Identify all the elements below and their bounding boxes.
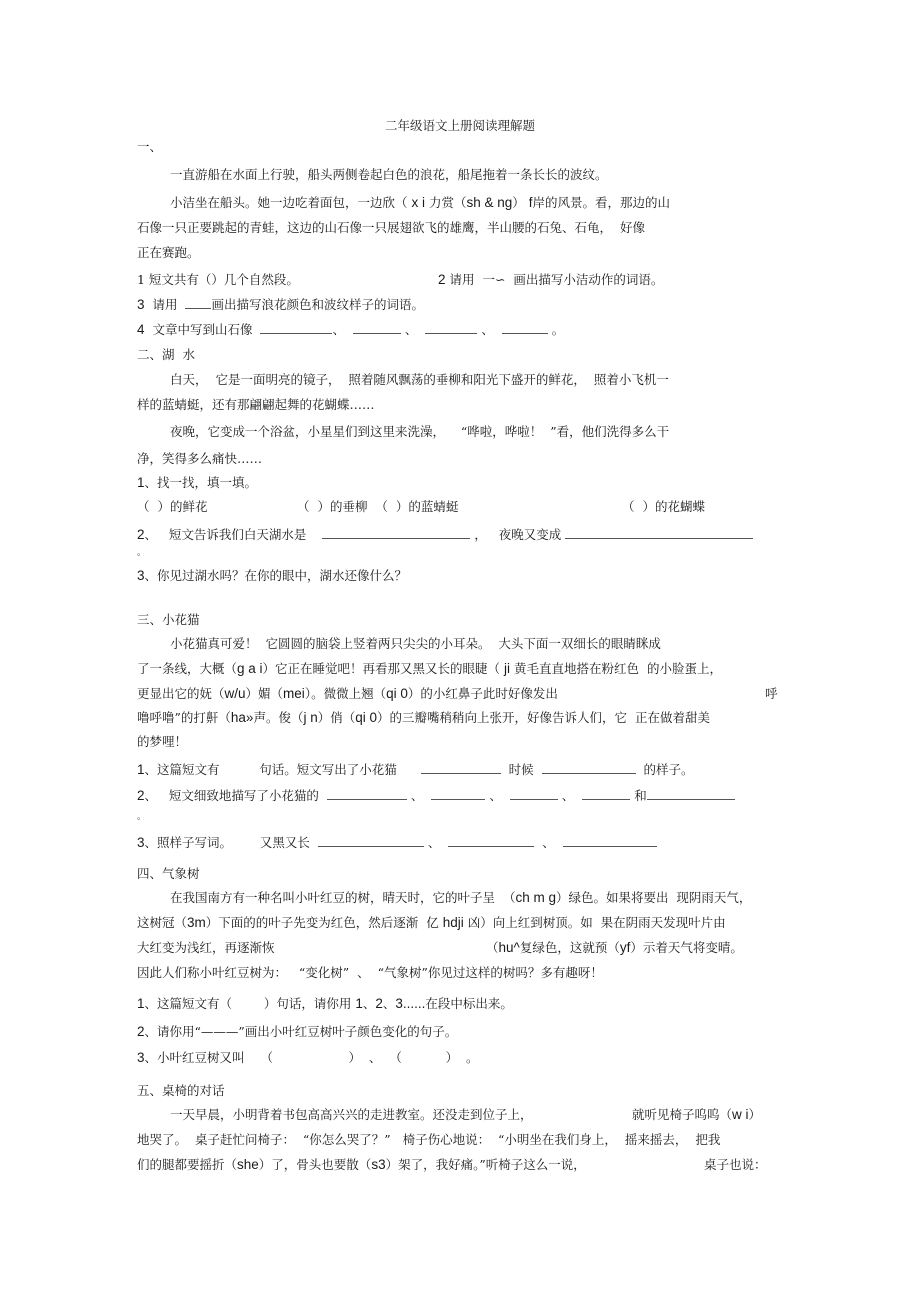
answer-blank[interactable] (431, 788, 485, 800)
s1-paragraph-2-line-1: 小洁坐在船头。她一边吃着面包，一边欣（ x i 力赏（sh & ng） f岸的风景。看，那边的山 (170, 195, 671, 210)
s1-question-1: 1 短文共有（）几个自然段。 (137, 272, 299, 287)
s2-question-1: 1、找一找，填一填。 (137, 475, 258, 490)
s3-line-3-end: 呼 (765, 686, 778, 701)
s1-paragraph-2-line-3: 正在赛跑。 (137, 245, 200, 260)
answer-blank[interactable] (510, 788, 558, 800)
answer-blank[interactable] (563, 835, 657, 847)
s2-paragraph-1-line-2: 样的蓝蜻蜓，还有那翩翩起舞的花蝴蝶…… (137, 397, 375, 412)
s4-question-2: 2、请你用“———”画出小叶红豆树叶子颜色变化的句子。 (137, 1024, 458, 1039)
s5-line-1: 一天早晨，小明背着书包高高兴兴的走进教室。还没走到位子上， (170, 1107, 533, 1122)
answer-blank[interactable] (565, 527, 753, 539)
s2-fill-1: （ ）的鲜花 (137, 499, 208, 514)
s2-paragraph-1-line-1: 白天， 它是一面明亮的镜子， 照着随风飘荡的垂柳和阳光下盛开的鲜花， 照着小飞机一 (170, 372, 669, 387)
s3-question-2-end: 。 (137, 812, 147, 822)
s3-line-1: 小花猫真可爱！ 它圆圆的脑袋上竖着两只尖尖的小耳朵。 大头下面一双细长的眼睛眯成 (170, 636, 661, 651)
answer-blank[interactable] (353, 322, 401, 334)
s4-line-3: 大红变为浅红，再逐渐恢 (137, 940, 275, 955)
s3-question-2: 2、 短文细致地描写了小花猫的 、 、 、 和 (137, 788, 735, 804)
s3-line-3: 更显出它的妩（w/u）媚（mei）。微微上翘（qi 0）的小红鼻子此时好像发出 (137, 686, 558, 701)
s2-question-3: 3、你见过湖水吗？在你的眼中，湖水还像什么？ (137, 568, 408, 583)
s1-question-2: 2 请用 一∽ 画出描写小洁动作的词语。 (438, 272, 664, 287)
s5-line-1-continued: 就听见椅子呜呜（w i） (632, 1107, 762, 1122)
s2-paragraph-2-line-1: 夜晚，它变成一个浴盆，小星星们到这里来洗澡， “哗啦，哗啦！ ”看，他们洗得多么干 (170, 424, 670, 439)
answer-blank[interactable] (185, 297, 211, 309)
section-3-heading: 三、小花猫 (137, 612, 200, 627)
answer-blank[interactable] (421, 762, 501, 774)
answer-blank[interactable] (318, 835, 424, 847)
section-1-heading: 一、 (137, 139, 163, 154)
s3-question-1: 1、这篇短文有 句话。短文写出了小花猫 时候 的样子。 (137, 762, 694, 777)
s4-question-1: 1、这篇短文有（ ）句话，请你用 1、2、3......在段中标出来。 (137, 996, 513, 1011)
s4-line-3-continued: （hu^复绿色，这就预（yf）示着天气将变晴。 (486, 940, 743, 955)
s1-question-3: 3 请用 画出描写浪花颜色和波纹样子的词语。 (137, 297, 424, 312)
s4-line-4: 因此人们称小叶红豆树为： “变化树” 、 “气象树”你见过这样的树吗？多有趣呀！ (137, 965, 603, 980)
s3-line-2: 了一条线，大概（g a i）它正在睡觉吧！再看那又黑又长的眼睫（ ji 黄毛直直地搭在粉红色 的小脸蛋上， (137, 661, 722, 676)
s5-line-3-end: 桌子也说： (704, 1157, 767, 1172)
section-5-heading: 五、桌椅的对话 (137, 1083, 225, 1098)
s4-question-3: 3、小叶红豆树又叫 （ ） 、 （ ） 。 (137, 1050, 479, 1065)
section-4-heading: 四、气象树 (137, 866, 200, 881)
s2-question-2: 2、 短文告诉我们白天湖水是 ， 夜晚又变成 (137, 527, 753, 543)
answer-blank[interactable] (260, 322, 332, 334)
s2-fill-2: （ ）的垂柳 （ ）的蓝蜻蜓 (297, 499, 459, 514)
s5-line-3: 们的腿都要摇折（she）了，骨头也要散（s3）架了，我好痛。”听椅子这么一说， (137, 1157, 586, 1172)
answer-blank[interactable] (322, 527, 470, 539)
s1-paragraph-1: 一直游船在水面上行驶，船头两侧卷起白色的浪花，船尾拖着一条长长的波纹。 (170, 167, 608, 182)
answer-blank[interactable] (425, 322, 477, 334)
answer-blank[interactable] (327, 788, 407, 800)
s3-line-4: 噜呼噜”的打鼾（ha»声。俊（j n）俏（qi 0）的三瓣嘴稍稍向上张开，好像告诉人们，它 正在做着甜美 (137, 710, 710, 725)
answer-blank[interactable] (542, 762, 636, 774)
s3-line-5: 的梦哩！ (137, 734, 188, 749)
answer-blank[interactable] (582, 788, 630, 800)
s1-paragraph-2-line-2: 石像一只正要跳起的青蛙，这边的山石像一只展翅欲飞的雄鹰，半山腰的石兔、石龟， 好像 (137, 220, 645, 235)
s2-fill-3: （ ）的花蝴蝶 (622, 499, 705, 514)
s4-line-2: 这树冠（3m）下面的的叶子先变为红色，然后逐渐 亿 hdji 凶）向上红到树顶。如 果在阴雨天发现叶片由 (137, 915, 726, 930)
s2-paragraph-2-line-2: 净，笑得多么痛快…… (137, 451, 263, 466)
s4-line-1: 在我国南方有一种名叫小叶红豆的树，晴天时，它的叶子呈 （ch m g）绿色。如果将要出 现阴雨天气， (170, 890, 752, 905)
s3-question-3: 3、照样子写词。 又黑又长 、 、 (137, 835, 657, 851)
s2-question-2-end: 。 (137, 548, 147, 558)
s1-question-4: 4 文章中写到山石像 、 、 、 。 (137, 322, 565, 337)
answer-blank[interactable] (448, 835, 534, 847)
answer-blank[interactable] (647, 788, 735, 800)
section-2-heading: 二、湖 水 (137, 347, 195, 362)
s5-line-2: 地哭了。 桌子赶忙问椅子： “你怎么哭了？” 椅子伤心地说： “小明坐在我们身上， 摇来摇去， 把我 (137, 1132, 721, 1147)
answer-blank[interactable] (502, 322, 548, 334)
document-title: 二年级语文上册阅读理解题 (384, 118, 535, 133)
